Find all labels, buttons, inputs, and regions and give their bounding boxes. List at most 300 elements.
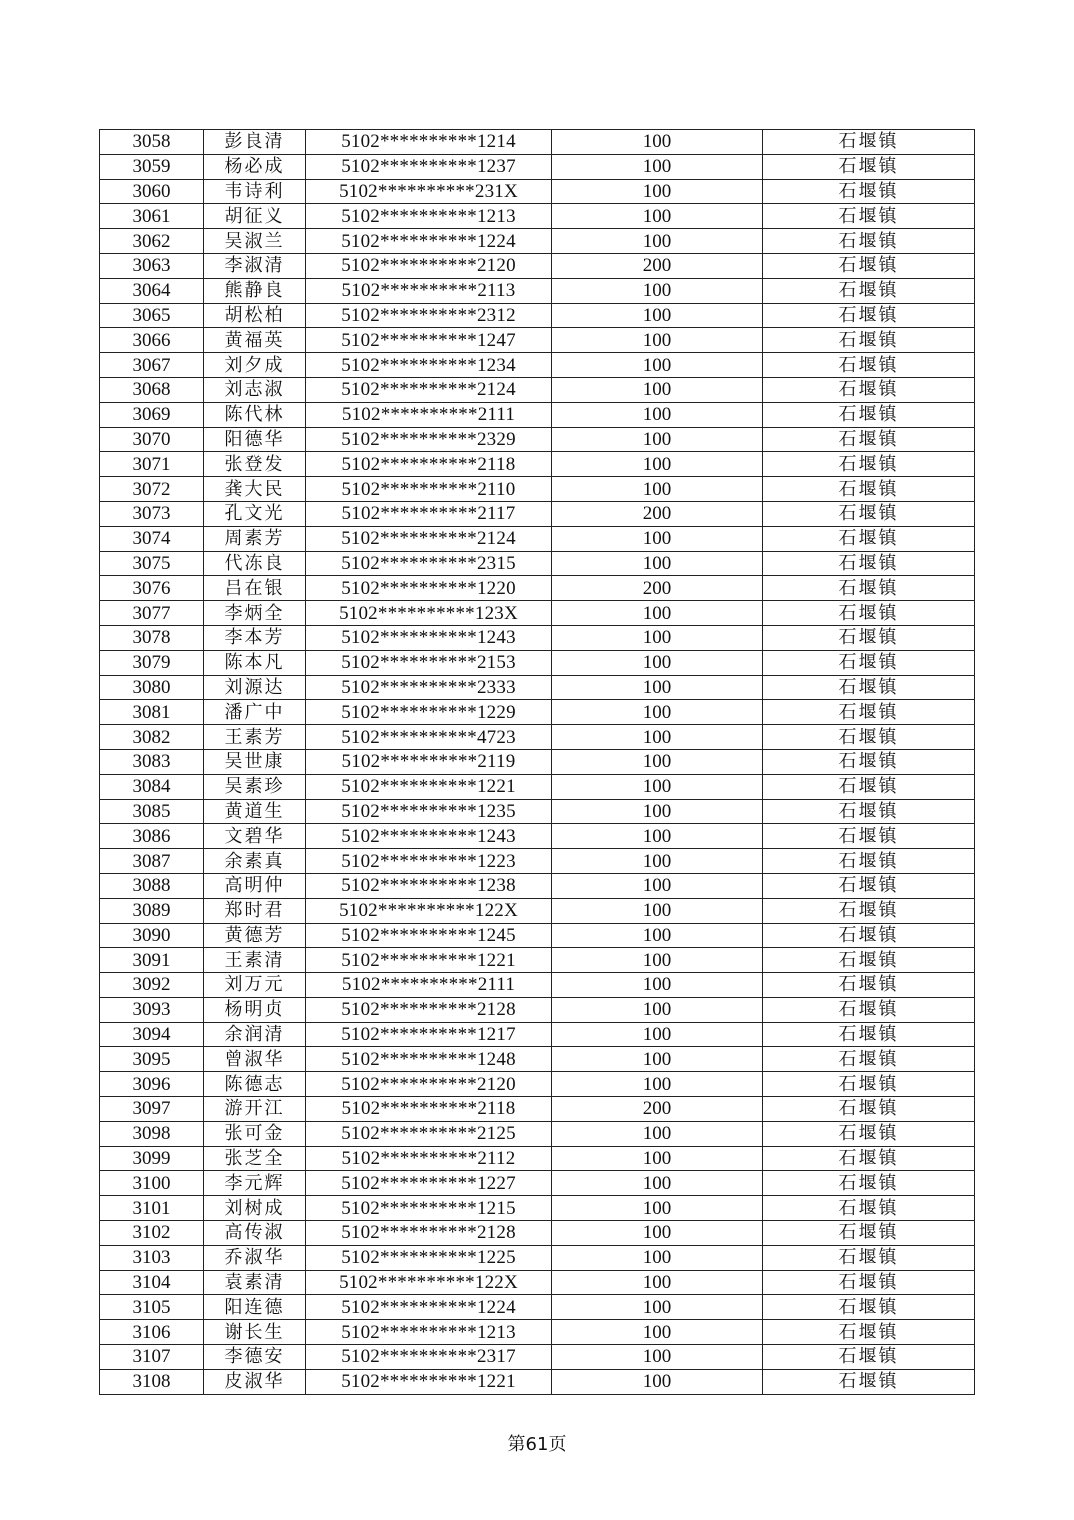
records-table-body (100, 130, 975, 1395)
name-cell: 王素清 (204, 948, 306, 973)
amount-cell: 100 (552, 774, 763, 799)
serial-number-cell: 3081 (100, 700, 204, 725)
id-number-cell: 5102**********1238 (306, 873, 552, 898)
id-number-cell: 5102**********2312 (306, 303, 552, 328)
town-cell: 石堰镇 (763, 873, 975, 898)
name-cell: 李元辉 (204, 1171, 306, 1196)
id-number-cell: 5102**********1223 (306, 849, 552, 874)
name-cell: 吕在银 (204, 576, 306, 601)
serial-number-cell: 3100 (100, 1171, 204, 1196)
table-row (100, 477, 975, 502)
town-cell: 石堰镇 (763, 501, 975, 526)
table-row (100, 1345, 975, 1370)
name-cell: 张可金 (204, 1121, 306, 1146)
amount-cell: 100 (552, 353, 763, 378)
table-row (100, 799, 975, 824)
amount-cell: 100 (552, 303, 763, 328)
id-number-cell: 5102**********2120 (306, 253, 552, 278)
amount-cell: 100 (552, 1072, 763, 1097)
serial-number-cell: 3101 (100, 1196, 204, 1221)
id-number-cell: 5102**********2113 (306, 278, 552, 303)
amount-cell: 100 (552, 278, 763, 303)
name-cell: 李本芳 (204, 625, 306, 650)
table-row (100, 501, 975, 526)
name-cell: 吴世康 (204, 749, 306, 774)
table-row (100, 1295, 975, 1320)
name-cell: 李淑清 (204, 253, 306, 278)
serial-number-cell: 3083 (100, 749, 204, 774)
amount-cell: 100 (552, 1196, 763, 1221)
table-row (100, 278, 975, 303)
serial-number-cell: 3079 (100, 650, 204, 675)
table-row (100, 774, 975, 799)
name-cell: 刘夕成 (204, 353, 306, 378)
id-number-cell: 5102**********2118 (306, 1097, 552, 1122)
amount-cell: 100 (552, 551, 763, 576)
table-row (100, 650, 975, 675)
town-cell: 石堰镇 (763, 675, 975, 700)
name-cell: 阳德华 (204, 427, 306, 452)
name-cell: 余素真 (204, 849, 306, 874)
town-cell: 石堰镇 (763, 700, 975, 725)
name-cell: 李德安 (204, 1345, 306, 1370)
id-number-cell: 5102**********1221 (306, 1369, 552, 1394)
name-cell: 刘志淑 (204, 377, 306, 402)
town-cell: 石堰镇 (763, 179, 975, 204)
town-cell: 石堰镇 (763, 1270, 975, 1295)
amount-cell: 200 (552, 501, 763, 526)
town-cell: 石堰镇 (763, 1022, 975, 1047)
name-cell: 张登发 (204, 452, 306, 477)
amount-cell: 200 (552, 1097, 763, 1122)
table-row (100, 303, 975, 328)
amount-cell: 100 (552, 452, 763, 477)
table-row (100, 601, 975, 626)
town-cell: 石堰镇 (763, 253, 975, 278)
name-cell: 孔文光 (204, 501, 306, 526)
amount-cell: 100 (552, 1369, 763, 1394)
town-cell: 石堰镇 (763, 328, 975, 353)
amount-cell: 100 (552, 229, 763, 254)
records-table (99, 129, 975, 1395)
amount-cell: 100 (552, 675, 763, 700)
name-cell: 乔淑华 (204, 1245, 306, 1270)
amount-cell: 100 (552, 625, 763, 650)
amount-cell: 100 (552, 154, 763, 179)
serial-number-cell: 3072 (100, 477, 204, 502)
id-number-cell: 5102**********122X (306, 898, 552, 923)
town-cell: 石堰镇 (763, 477, 975, 502)
name-cell: 曾淑华 (204, 1047, 306, 1072)
town-cell: 石堰镇 (763, 1295, 975, 1320)
serial-number-cell: 3087 (100, 849, 204, 874)
amount-cell: 100 (552, 700, 763, 725)
table-row (100, 427, 975, 452)
table-row (100, 526, 975, 551)
serial-number-cell: 3104 (100, 1270, 204, 1295)
serial-number-cell: 3068 (100, 377, 204, 402)
id-number-cell: 5102**********122X (306, 1270, 552, 1295)
serial-number-cell: 3074 (100, 526, 204, 551)
table-row (100, 576, 975, 601)
serial-number-cell: 3107 (100, 1345, 204, 1370)
amount-cell: 100 (552, 427, 763, 452)
table-row (100, 1022, 975, 1047)
serial-number-cell: 3084 (100, 774, 204, 799)
serial-number-cell: 3090 (100, 923, 204, 948)
name-cell: 余润清 (204, 1022, 306, 1047)
town-cell: 石堰镇 (763, 799, 975, 824)
table-row (100, 873, 975, 898)
id-number-cell: 5102**********2124 (306, 526, 552, 551)
id-number-cell: 5102**********1213 (306, 1320, 552, 1345)
name-cell: 袁素清 (204, 1270, 306, 1295)
serial-number-cell: 3064 (100, 278, 204, 303)
serial-number-cell: 3093 (100, 997, 204, 1022)
town-cell: 石堰镇 (763, 1345, 975, 1370)
serial-number-cell: 3062 (100, 229, 204, 254)
town-cell: 石堰镇 (763, 948, 975, 973)
town-cell: 石堰镇 (763, 576, 975, 601)
table-row (100, 179, 975, 204)
id-number-cell: 5102**********1235 (306, 799, 552, 824)
town-cell: 石堰镇 (763, 452, 975, 477)
name-cell: 胡征义 (204, 204, 306, 229)
town-cell: 石堰镇 (763, 427, 975, 452)
amount-cell: 100 (552, 650, 763, 675)
town-cell: 石堰镇 (763, 1097, 975, 1122)
amount-cell: 100 (552, 1146, 763, 1171)
name-cell: 王素芳 (204, 725, 306, 750)
serial-number-cell: 3095 (100, 1047, 204, 1072)
id-number-cell: 5102**********2124 (306, 377, 552, 402)
serial-number-cell: 3060 (100, 179, 204, 204)
serial-number-cell: 3094 (100, 1022, 204, 1047)
name-cell: 周素芳 (204, 526, 306, 551)
amount-cell: 100 (552, 824, 763, 849)
table-row (100, 923, 975, 948)
amount-cell: 100 (552, 923, 763, 948)
name-cell: 高传淑 (204, 1221, 306, 1246)
town-cell: 石堰镇 (763, 749, 975, 774)
id-number-cell: 5102**********1243 (306, 824, 552, 849)
name-cell: 郑时君 (204, 898, 306, 923)
id-number-cell: 5102**********2120 (306, 1072, 552, 1097)
amount-cell: 100 (552, 725, 763, 750)
table-row (100, 253, 975, 278)
id-number-cell: 5102**********4723 (306, 725, 552, 750)
amount-cell: 100 (552, 1345, 763, 1370)
id-number-cell: 5102**********2111 (306, 402, 552, 427)
serial-number-cell: 3069 (100, 402, 204, 427)
table-row (100, 1320, 975, 1345)
id-number-cell: 5102**********2333 (306, 675, 552, 700)
town-cell: 石堰镇 (763, 204, 975, 229)
town-cell: 石堰镇 (763, 625, 975, 650)
id-number-cell: 5102**********1248 (306, 1047, 552, 1072)
town-cell: 石堰镇 (763, 1072, 975, 1097)
town-cell: 石堰镇 (763, 601, 975, 626)
table-row (100, 130, 975, 155)
table-row (100, 229, 975, 254)
name-cell: 文碧华 (204, 824, 306, 849)
amount-cell: 100 (552, 1221, 763, 1246)
serial-number-cell: 3088 (100, 873, 204, 898)
town-cell: 石堰镇 (763, 997, 975, 1022)
name-cell: 皮淑华 (204, 1369, 306, 1394)
name-cell: 陈代林 (204, 402, 306, 427)
table-row (100, 452, 975, 477)
amount-cell: 100 (552, 377, 763, 402)
serial-number-cell: 3061 (100, 204, 204, 229)
id-number-cell: 5102**********1234 (306, 353, 552, 378)
name-cell: 陈本凡 (204, 650, 306, 675)
id-number-cell: 5102**********1247 (306, 328, 552, 353)
name-cell: 陈德志 (204, 1072, 306, 1097)
name-cell: 潘广中 (204, 700, 306, 725)
name-cell: 黄道生 (204, 799, 306, 824)
amount-cell: 100 (552, 1270, 763, 1295)
table-row (100, 997, 975, 1022)
id-number-cell: 5102**********1224 (306, 1295, 552, 1320)
table-row (100, 824, 975, 849)
page-number: 第61页 (507, 1434, 567, 1455)
town-cell: 石堰镇 (763, 377, 975, 402)
id-number-cell: 5102**********1225 (306, 1245, 552, 1270)
town-cell: 石堰镇 (763, 1221, 975, 1246)
id-number-cell: 5102**********2125 (306, 1121, 552, 1146)
id-number-cell: 5102**********1229 (306, 700, 552, 725)
serial-number-cell: 3067 (100, 353, 204, 378)
town-cell: 石堰镇 (763, 551, 975, 576)
serial-number-cell: 3099 (100, 1146, 204, 1171)
amount-cell: 100 (552, 973, 763, 998)
table-row (100, 1171, 975, 1196)
id-number-cell: 5102**********2119 (306, 749, 552, 774)
amount-cell: 100 (552, 898, 763, 923)
table-row (100, 1047, 975, 1072)
name-cell: 龚大民 (204, 477, 306, 502)
name-cell: 代冻良 (204, 551, 306, 576)
town-cell: 石堰镇 (763, 1369, 975, 1394)
table-row (100, 1196, 975, 1221)
town-cell: 石堰镇 (763, 303, 975, 328)
name-cell: 游开江 (204, 1097, 306, 1122)
town-cell: 石堰镇 (763, 1146, 975, 1171)
town-cell: 石堰镇 (763, 1121, 975, 1146)
table-row (100, 973, 975, 998)
amount-cell: 100 (552, 849, 763, 874)
serial-number-cell: 3089 (100, 898, 204, 923)
name-cell: 张芝全 (204, 1146, 306, 1171)
serial-number-cell: 3096 (100, 1072, 204, 1097)
table-row (100, 1097, 975, 1122)
town-cell: 石堰镇 (763, 526, 975, 551)
serial-number-cell: 3077 (100, 601, 204, 626)
name-cell: 刘树成 (204, 1196, 306, 1221)
id-number-cell: 5102**********1220 (306, 576, 552, 601)
id-number-cell: 5102**********1227 (306, 1171, 552, 1196)
serial-number-cell: 3075 (100, 551, 204, 576)
name-cell: 高明仲 (204, 873, 306, 898)
amount-cell: 100 (552, 179, 763, 204)
town-cell: 石堰镇 (763, 824, 975, 849)
table-row (100, 1221, 975, 1246)
name-cell: 胡松柏 (204, 303, 306, 328)
table-row (100, 898, 975, 923)
town-cell: 石堰镇 (763, 402, 975, 427)
id-number-cell: 5102**********2153 (306, 650, 552, 675)
name-cell: 刘万元 (204, 973, 306, 998)
id-number-cell: 5102**********2111 (306, 973, 552, 998)
town-cell: 石堰镇 (763, 130, 975, 155)
amount-cell: 100 (552, 1295, 763, 1320)
table-row (100, 551, 975, 576)
serial-number-cell: 3092 (100, 973, 204, 998)
serial-number-cell: 3091 (100, 948, 204, 973)
amount-cell: 200 (552, 576, 763, 601)
table-row (100, 849, 975, 874)
serial-number-cell: 3059 (100, 154, 204, 179)
town-cell: 石堰镇 (763, 1320, 975, 1345)
town-cell: 石堰镇 (763, 849, 975, 874)
town-cell: 石堰镇 (763, 229, 975, 254)
table-row (100, 204, 975, 229)
table-row (100, 1121, 975, 1146)
table-row (100, 1270, 975, 1295)
amount-cell: 100 (552, 873, 763, 898)
name-cell: 吴淑兰 (204, 229, 306, 254)
town-cell: 石堰镇 (763, 353, 975, 378)
amount-cell: 100 (552, 1171, 763, 1196)
amount-cell: 200 (552, 253, 763, 278)
serial-number-cell: 3065 (100, 303, 204, 328)
serial-number-cell: 3070 (100, 427, 204, 452)
name-cell: 谢长生 (204, 1320, 306, 1345)
serial-number-cell: 3108 (100, 1369, 204, 1394)
amount-cell: 100 (552, 1245, 763, 1270)
table-row (100, 675, 975, 700)
amount-cell: 100 (552, 1022, 763, 1047)
serial-number-cell: 3078 (100, 625, 204, 650)
id-number-cell: 5102**********1213 (306, 204, 552, 229)
town-cell: 石堰镇 (763, 973, 975, 998)
town-cell: 石堰镇 (763, 154, 975, 179)
id-number-cell: 5102**********231X (306, 179, 552, 204)
amount-cell: 100 (552, 601, 763, 626)
id-number-cell: 5102**********2315 (306, 551, 552, 576)
name-cell: 彭良清 (204, 130, 306, 155)
id-number-cell: 5102**********1245 (306, 923, 552, 948)
serial-number-cell: 3076 (100, 576, 204, 601)
id-number-cell: 5102**********1217 (306, 1022, 552, 1047)
amount-cell: 100 (552, 328, 763, 353)
table-row (100, 377, 975, 402)
name-cell: 韦诗利 (204, 179, 306, 204)
serial-number-cell: 3105 (100, 1295, 204, 1320)
table-row (100, 328, 975, 353)
name-cell: 杨必成 (204, 154, 306, 179)
id-number-cell: 5102**********1224 (306, 229, 552, 254)
id-number-cell: 5102**********1221 (306, 774, 552, 799)
town-cell: 石堰镇 (763, 650, 975, 675)
id-number-cell: 5102**********1243 (306, 625, 552, 650)
town-cell: 石堰镇 (763, 898, 975, 923)
amount-cell: 100 (552, 204, 763, 229)
amount-cell: 100 (552, 130, 763, 155)
table-row (100, 625, 975, 650)
serial-number-cell: 3098 (100, 1121, 204, 1146)
id-number-cell: 5102**********2117 (306, 501, 552, 526)
table-row (100, 1369, 975, 1394)
id-number-cell: 5102**********2128 (306, 997, 552, 1022)
table-row (100, 402, 975, 427)
serial-number-cell: 3080 (100, 675, 204, 700)
id-number-cell: 5102**********123X (306, 601, 552, 626)
amount-cell: 100 (552, 1121, 763, 1146)
table-row (100, 700, 975, 725)
town-cell: 石堰镇 (763, 725, 975, 750)
name-cell: 刘源达 (204, 675, 306, 700)
name-cell: 熊静良 (204, 278, 306, 303)
amount-cell: 100 (552, 1047, 763, 1072)
serial-number-cell: 3063 (100, 253, 204, 278)
amount-cell: 100 (552, 749, 763, 774)
serial-number-cell: 3058 (100, 130, 204, 155)
table-row (100, 1072, 975, 1097)
serial-number-cell: 3102 (100, 1221, 204, 1246)
serial-number-cell: 3071 (100, 452, 204, 477)
name-cell: 阳连德 (204, 1295, 306, 1320)
town-cell: 石堰镇 (763, 1171, 975, 1196)
name-cell: 杨明贞 (204, 997, 306, 1022)
id-number-cell: 5102**********1237 (306, 154, 552, 179)
table-row (100, 1245, 975, 1270)
serial-number-cell: 3085 (100, 799, 204, 824)
amount-cell: 100 (552, 1320, 763, 1345)
town-cell: 石堰镇 (763, 774, 975, 799)
id-number-cell: 5102**********2128 (306, 1221, 552, 1246)
serial-number-cell: 3073 (100, 501, 204, 526)
serial-number-cell: 3097 (100, 1097, 204, 1122)
table-row (100, 353, 975, 378)
town-cell: 石堰镇 (763, 1047, 975, 1072)
name-cell: 黄福英 (204, 328, 306, 353)
town-cell: 石堰镇 (763, 278, 975, 303)
amount-cell: 100 (552, 526, 763, 551)
table-row (100, 725, 975, 750)
amount-cell: 100 (552, 997, 763, 1022)
serial-number-cell: 3066 (100, 328, 204, 353)
name-cell: 吴素珍 (204, 774, 306, 799)
amount-cell: 100 (552, 799, 763, 824)
town-cell: 石堰镇 (763, 1196, 975, 1221)
town-cell: 石堰镇 (763, 1245, 975, 1270)
name-cell: 黄德芳 (204, 923, 306, 948)
id-number-cell: 5102**********2112 (306, 1146, 552, 1171)
id-number-cell: 5102**********2329 (306, 427, 552, 452)
serial-number-cell: 3106 (100, 1320, 204, 1345)
serial-number-cell: 3103 (100, 1245, 204, 1270)
table-row (100, 948, 975, 973)
serial-number-cell: 3086 (100, 824, 204, 849)
serial-number-cell: 3082 (100, 725, 204, 750)
table-row (100, 1146, 975, 1171)
amount-cell: 100 (552, 477, 763, 502)
table-row (100, 154, 975, 179)
id-number-cell: 5102**********1215 (306, 1196, 552, 1221)
name-cell: 李炳全 (204, 601, 306, 626)
